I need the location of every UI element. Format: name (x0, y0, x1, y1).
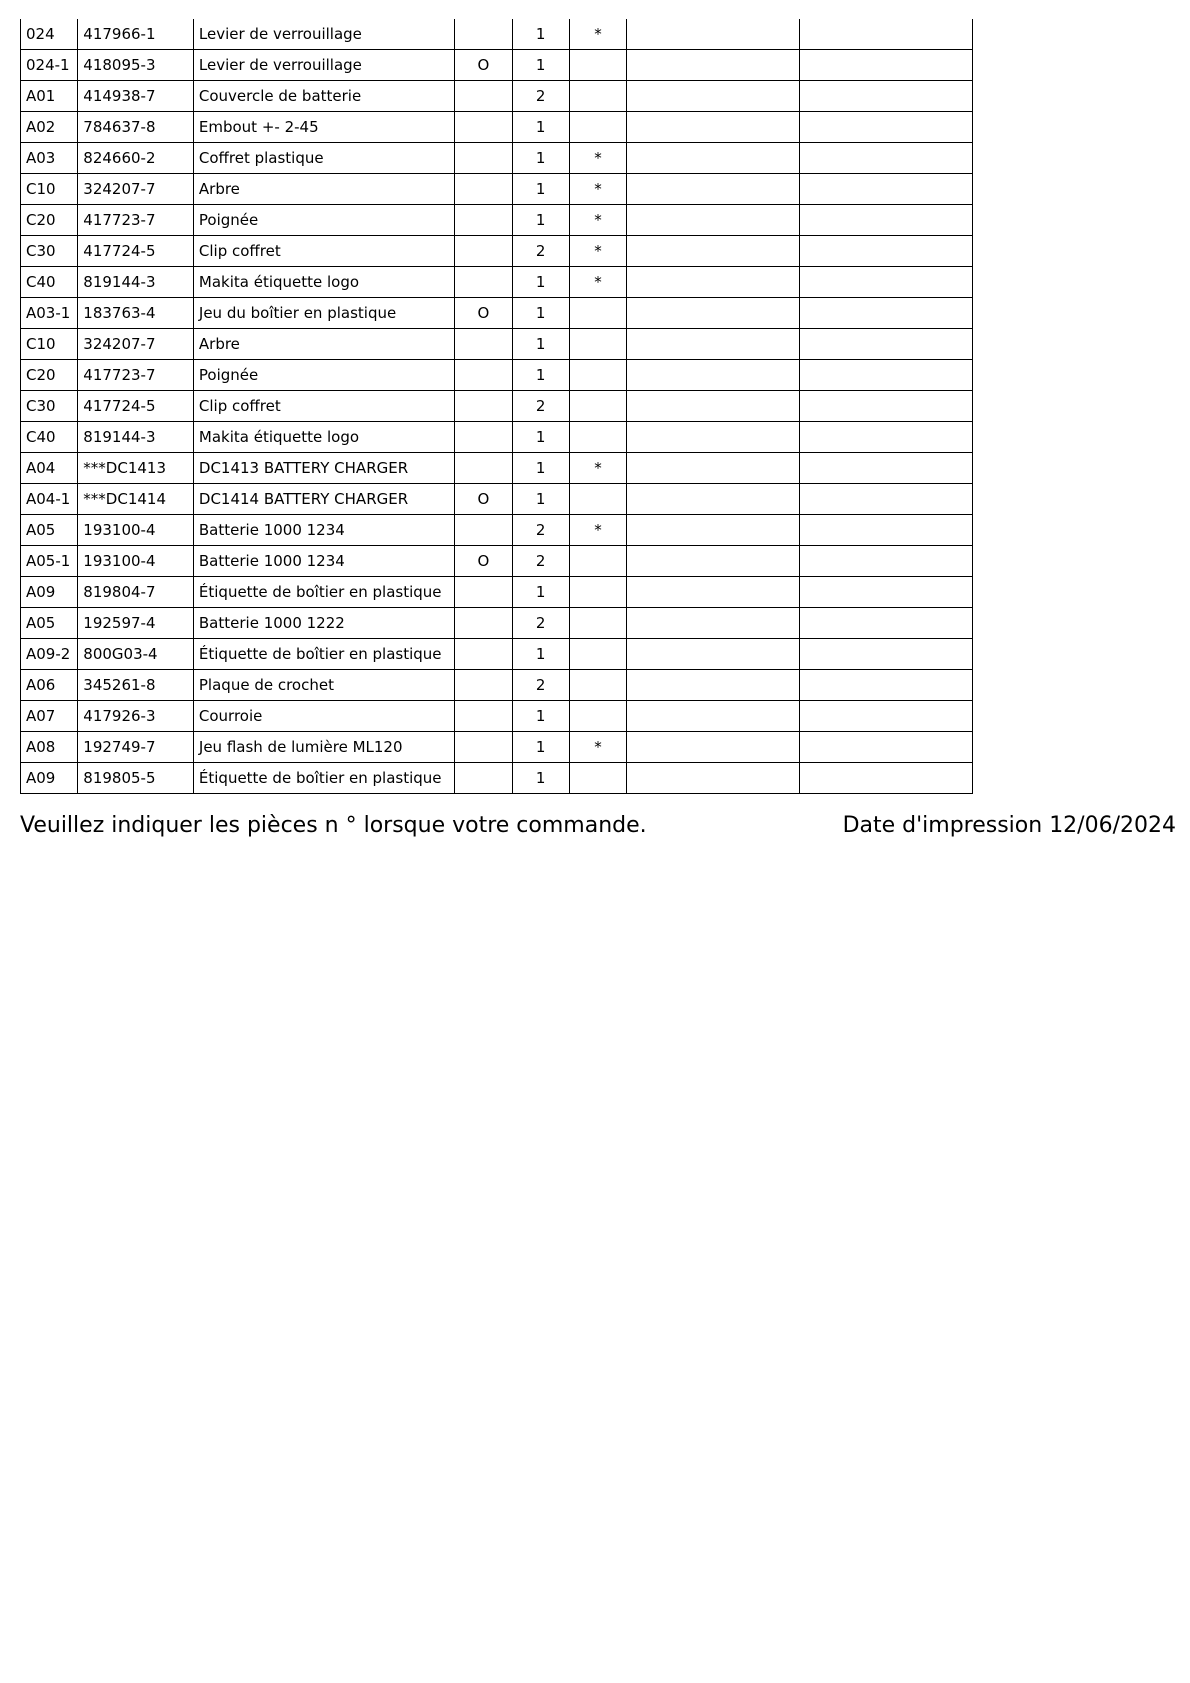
blank-cell (800, 205, 973, 236)
quantity-cell: 1 (512, 701, 569, 732)
part-number-cell: 417723-7 (78, 360, 194, 391)
ref-cell: C30 (21, 391, 78, 422)
blank-cell (800, 515, 973, 546)
table-row (21, 763, 973, 794)
quantity-cell: 1 (512, 360, 569, 391)
description-cell: Étiquette de boîtier en plastique (193, 763, 454, 794)
description-cell: Levier de verrouillage (193, 50, 454, 81)
table-row (21, 608, 973, 639)
part-number-cell: 800G03-4 (78, 639, 194, 670)
option-cell (455, 670, 512, 701)
blank-cell (627, 577, 800, 608)
option-cell (455, 236, 512, 267)
blank-cell (627, 670, 800, 701)
description-cell: Arbre (193, 174, 454, 205)
ref-cell: A09 (21, 763, 78, 794)
blank-cell (627, 112, 800, 143)
mark-cell: * (569, 453, 626, 484)
quantity-cell: 2 (512, 608, 569, 639)
blank-cell (627, 422, 800, 453)
ref-cell: C30 (21, 236, 78, 267)
option-cell (455, 143, 512, 174)
table-row (21, 50, 973, 81)
mark-cell (569, 639, 626, 670)
ref-cell: A03-1 (21, 298, 78, 329)
ref-cell: A07 (21, 701, 78, 732)
option-cell: O (455, 50, 512, 81)
order-instruction-note: Veuillez indiquer les pièces n ° lorsque votre commande. (20, 813, 647, 838)
table-row (21, 484, 973, 515)
description-cell: Clip coffret (193, 391, 454, 422)
blank-cell (800, 298, 973, 329)
ref-cell: C20 (21, 360, 78, 391)
mark-cell (569, 763, 626, 794)
blank-cell (800, 546, 973, 577)
mark-cell (569, 81, 626, 112)
blank-cell (627, 391, 800, 422)
mark-cell: * (569, 19, 626, 50)
ref-cell: A04-1 (21, 484, 78, 515)
quantity-cell: 1 (512, 422, 569, 453)
quantity-cell: 1 (512, 50, 569, 81)
description-cell: Couvercle de batterie (193, 81, 454, 112)
mark-cell (569, 577, 626, 608)
blank-cell (627, 546, 800, 577)
table-row (21, 19, 973, 50)
description-cell: Batterie 1000 1222 (193, 608, 454, 639)
blank-cell (800, 763, 973, 794)
quantity-cell: 1 (512, 639, 569, 670)
part-number-cell: 414938-7 (78, 81, 194, 112)
ref-cell: C40 (21, 267, 78, 298)
description-cell: Makita étiquette logo (193, 422, 454, 453)
mark-cell (569, 546, 626, 577)
mark-cell (569, 298, 626, 329)
table-row (21, 298, 973, 329)
ref-cell: A02 (21, 112, 78, 143)
ref-cell: A09 (21, 577, 78, 608)
option-cell (455, 453, 512, 484)
table-row (21, 515, 973, 546)
blank-cell (800, 639, 973, 670)
blank-cell (627, 453, 800, 484)
blank-cell (800, 608, 973, 639)
quantity-cell: 2 (512, 546, 569, 577)
blank-cell (800, 422, 973, 453)
description-cell: DC1413 BATTERY CHARGER (193, 453, 454, 484)
table-row (21, 143, 973, 174)
table-row (21, 329, 973, 360)
mark-cell (569, 329, 626, 360)
mark-cell (569, 50, 626, 81)
mark-cell (569, 608, 626, 639)
blank-cell (627, 515, 800, 546)
blank-cell (627, 19, 800, 50)
blank-cell (627, 360, 800, 391)
blank-cell (800, 577, 973, 608)
mark-cell: * (569, 174, 626, 205)
table-row (21, 670, 973, 701)
description-cell: Batterie 1000 1234 (193, 546, 454, 577)
quantity-cell: 1 (512, 484, 569, 515)
parts-table (20, 19, 973, 794)
blank-cell (627, 50, 800, 81)
ref-cell: 024 (21, 19, 78, 50)
table-row (21, 205, 973, 236)
option-cell (455, 360, 512, 391)
ref-cell: 024-1 (21, 50, 78, 81)
ref-cell: C10 (21, 174, 78, 205)
ref-cell: C20 (21, 205, 78, 236)
blank-cell (800, 236, 973, 267)
table-row (21, 701, 973, 732)
description-cell: Embout +- 2-45 (193, 112, 454, 143)
mark-cell: * (569, 236, 626, 267)
description-cell: Jeu du boîtier en plastique (193, 298, 454, 329)
part-number-cell: 418095-3 (78, 50, 194, 81)
ref-cell: A06 (21, 670, 78, 701)
part-number-cell: 417966-1 (78, 19, 194, 50)
quantity-cell: 1 (512, 143, 569, 174)
option-cell (455, 174, 512, 205)
blank-cell (627, 174, 800, 205)
ref-cell: A05 (21, 608, 78, 639)
blank-cell (800, 81, 973, 112)
part-number-cell: 819144-3 (78, 267, 194, 298)
option-cell (455, 329, 512, 360)
blank-cell (627, 267, 800, 298)
blank-cell (800, 701, 973, 732)
blank-cell (627, 701, 800, 732)
ref-cell: A08 (21, 732, 78, 763)
ref-cell: A05 (21, 515, 78, 546)
quantity-cell: 1 (512, 19, 569, 50)
mark-cell (569, 484, 626, 515)
description-cell: Coffret plastique (193, 143, 454, 174)
part-number-cell: 819805-5 (78, 763, 194, 794)
quantity-cell: 1 (512, 205, 569, 236)
print-date: Date d'impression 12/06/2024 (842, 813, 1176, 838)
quantity-cell: 2 (512, 391, 569, 422)
blank-cell (800, 329, 973, 360)
part-number-cell: 193100-4 (78, 546, 194, 577)
quantity-cell: 2 (512, 515, 569, 546)
table-row (21, 546, 973, 577)
blank-cell (800, 112, 973, 143)
mark-cell (569, 391, 626, 422)
option-cell (455, 732, 512, 763)
part-number-cell: 193100-4 (78, 515, 194, 546)
quantity-cell: 1 (512, 174, 569, 205)
blank-cell (627, 143, 800, 174)
quantity-cell: 1 (512, 732, 569, 763)
blank-cell (627, 236, 800, 267)
mark-cell: * (569, 732, 626, 763)
quantity-cell: 2 (512, 81, 569, 112)
quantity-cell: 1 (512, 329, 569, 360)
part-number-cell: 324207-7 (78, 329, 194, 360)
option-cell (455, 577, 512, 608)
blank-cell (800, 50, 973, 81)
table-row (21, 422, 973, 453)
part-number-cell: 819804-7 (78, 577, 194, 608)
table-row (21, 81, 973, 112)
quantity-cell: 1 (512, 112, 569, 143)
part-number-cell: 784637-8 (78, 112, 194, 143)
table-row (21, 360, 973, 391)
description-cell: Arbre (193, 329, 454, 360)
part-number-cell: ***DC1413 (78, 453, 194, 484)
blank-cell (627, 484, 800, 515)
part-number-cell: ***DC1414 (78, 484, 194, 515)
option-cell (455, 19, 512, 50)
option-cell (455, 205, 512, 236)
mark-cell (569, 670, 626, 701)
option-cell (455, 81, 512, 112)
option-cell (455, 391, 512, 422)
part-number-cell: 324207-7 (78, 174, 194, 205)
part-number-cell: 824660-2 (78, 143, 194, 174)
blank-cell (800, 174, 973, 205)
description-cell: Clip coffret (193, 236, 454, 267)
mark-cell: * (569, 143, 626, 174)
description-cell: Jeu flash de lumière ML120 (193, 732, 454, 763)
blank-cell (800, 484, 973, 515)
ref-cell: A05-1 (21, 546, 78, 577)
description-cell: Makita étiquette logo (193, 267, 454, 298)
blank-cell (627, 732, 800, 763)
quantity-cell: 1 (512, 298, 569, 329)
parts-table-body (21, 19, 973, 794)
table-row (21, 112, 973, 143)
mark-cell (569, 360, 626, 391)
description-cell: Étiquette de boîtier en plastique (193, 577, 454, 608)
blank-cell (800, 670, 973, 701)
blank-cell (627, 639, 800, 670)
quantity-cell: 1 (512, 763, 569, 794)
part-number-cell: 192749-7 (78, 732, 194, 763)
table-row (21, 236, 973, 267)
blank-cell (627, 608, 800, 639)
blank-cell (800, 391, 973, 422)
ref-cell: A01 (21, 81, 78, 112)
quantity-cell: 2 (512, 236, 569, 267)
table-row (21, 577, 973, 608)
part-number-cell: 417926-3 (78, 701, 194, 732)
option-cell (455, 422, 512, 453)
option-cell: O (455, 298, 512, 329)
part-number-cell: 183763-4 (78, 298, 194, 329)
part-number-cell: 417724-5 (78, 236, 194, 267)
option-cell (455, 515, 512, 546)
ref-cell: A03 (21, 143, 78, 174)
ref-cell: C40 (21, 422, 78, 453)
quantity-cell: 1 (512, 267, 569, 298)
description-cell: DC1414 BATTERY CHARGER (193, 484, 454, 515)
blank-cell (627, 763, 800, 794)
mark-cell: * (569, 205, 626, 236)
blank-cell (627, 329, 800, 360)
blank-cell (800, 143, 973, 174)
table-row (21, 391, 973, 422)
table-row (21, 267, 973, 298)
mark-cell (569, 422, 626, 453)
part-number-cell: 819144-3 (78, 422, 194, 453)
table-row (21, 732, 973, 763)
quantity-cell: 2 (512, 670, 569, 701)
option-cell (455, 639, 512, 670)
part-number-cell: 345261-8 (78, 670, 194, 701)
part-number-cell: 192597-4 (78, 608, 194, 639)
description-cell: Poignée (193, 205, 454, 236)
option-cell (455, 112, 512, 143)
option-cell (455, 763, 512, 794)
table-row (21, 174, 973, 205)
mark-cell: * (569, 515, 626, 546)
description-cell: Courroie (193, 701, 454, 732)
option-cell (455, 267, 512, 298)
table-row (21, 639, 973, 670)
blank-cell (627, 81, 800, 112)
option-cell: O (455, 546, 512, 577)
blank-cell (800, 453, 973, 484)
description-cell: Levier de verrouillage (193, 19, 454, 50)
option-cell (455, 608, 512, 639)
table-row (21, 453, 973, 484)
blank-cell (627, 298, 800, 329)
mark-cell: * (569, 267, 626, 298)
mark-cell (569, 701, 626, 732)
blank-cell (627, 205, 800, 236)
blank-cell (800, 360, 973, 391)
ref-cell: A04 (21, 453, 78, 484)
option-cell: O (455, 484, 512, 515)
part-number-cell: 417724-5 (78, 391, 194, 422)
description-cell: Étiquette de boîtier en plastique (193, 639, 454, 670)
blank-cell (800, 732, 973, 763)
quantity-cell: 1 (512, 453, 569, 484)
description-cell: Plaque de crochet (193, 670, 454, 701)
blank-cell (800, 19, 973, 50)
mark-cell (569, 112, 626, 143)
description-cell: Batterie 1000 1234 (193, 515, 454, 546)
description-cell: Poignée (193, 360, 454, 391)
part-number-cell: 417723-7 (78, 205, 194, 236)
ref-cell: C10 (21, 329, 78, 360)
blank-cell (800, 267, 973, 298)
quantity-cell: 1 (512, 577, 569, 608)
ref-cell: A09-2 (21, 639, 78, 670)
option-cell (455, 701, 512, 732)
